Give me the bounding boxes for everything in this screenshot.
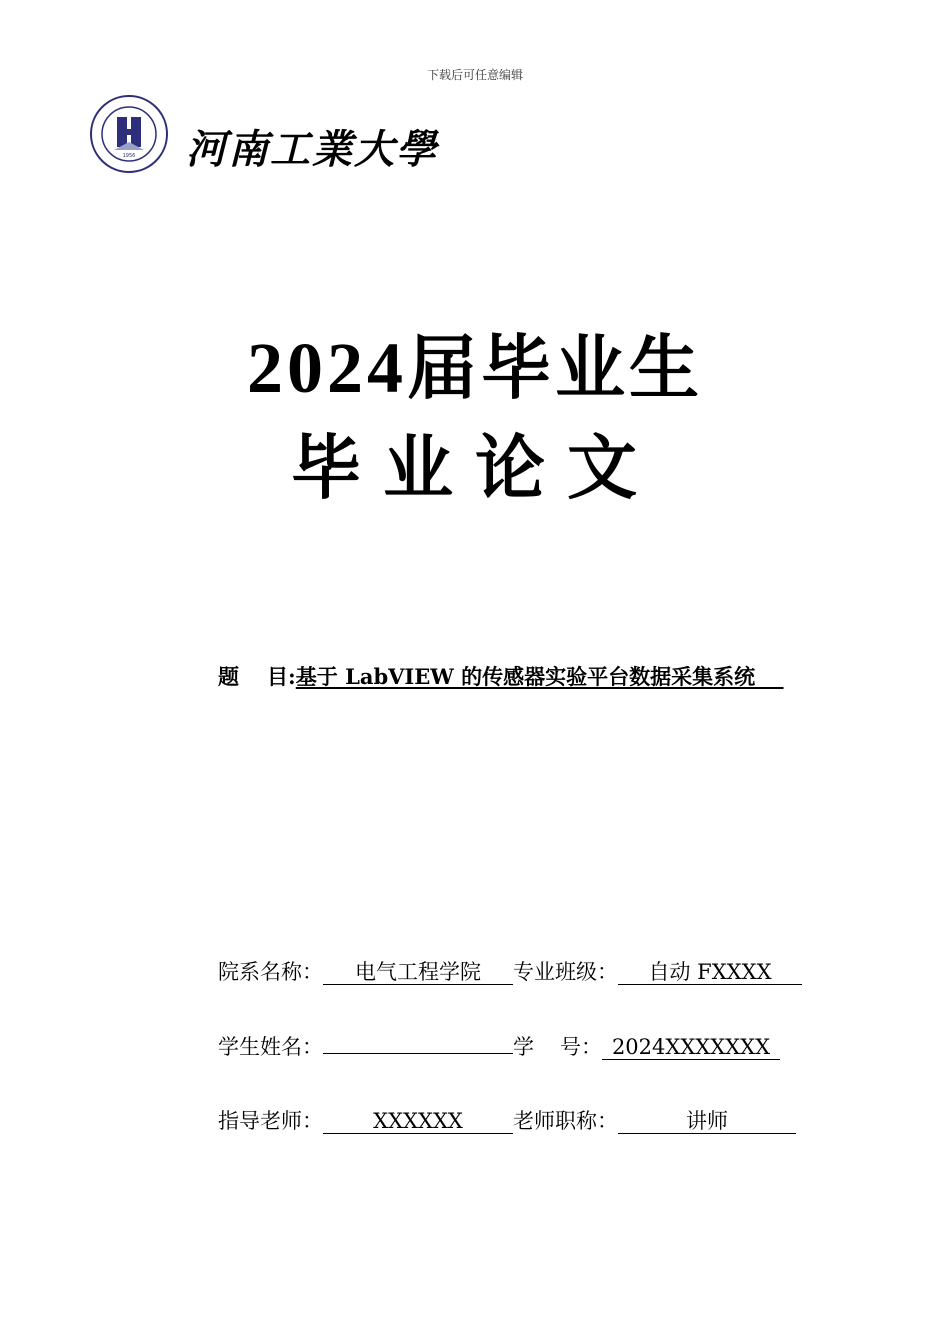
department-label: 院系名称： <box>218 960 323 984</box>
cover-title-line2: 毕业论文 <box>291 426 659 509</box>
student-id-value: 2024XXXXXXX <box>602 1035 780 1060</box>
student-id-label-b: 号： <box>560 1035 602 1059</box>
cover-title-line1 <box>0 312 950 413</box>
university-emblem-icon <box>90 95 168 173</box>
header-note: 下载后可任意编辑 <box>426 68 523 82</box>
student-name-label: 学生姓名： <box>218 1035 323 1059</box>
student-name-value <box>323 1029 513 1054</box>
topic-label-b: 目: <box>267 664 296 689</box>
advisor-value: XXXXXX <box>323 1109 513 1134</box>
topic-label-a: 题 <box>218 664 239 689</box>
emblem-year: 1956 <box>122 153 136 159</box>
major-class-label: 专业班级： <box>513 960 618 984</box>
topic-row <box>218 661 783 691</box>
topic-value: 基于 LabVIEW 的传感器实验平台数据采集系统 __ <box>295 664 784 689</box>
title-line1-rest: 届毕业生 <box>407 326 703 409</box>
student-id-label-a: 学 <box>513 1035 534 1059</box>
student-row <box>218 1029 780 1061</box>
university-name: 河南工業大學 <box>186 126 438 173</box>
title-year: 2024 <box>247 328 407 408</box>
department-row <box>218 956 802 986</box>
advisor-title-value: 讲师 <box>618 1109 796 1134</box>
major-class-value: 自动 FXXXX <box>618 960 802 985</box>
advisor-title-label: 老师职称： <box>513 1109 618 1133</box>
advisor-row <box>218 1105 796 1135</box>
department-value: 电气工程学院 <box>323 960 513 985</box>
advisor-label: 指导老师： <box>218 1109 323 1133</box>
